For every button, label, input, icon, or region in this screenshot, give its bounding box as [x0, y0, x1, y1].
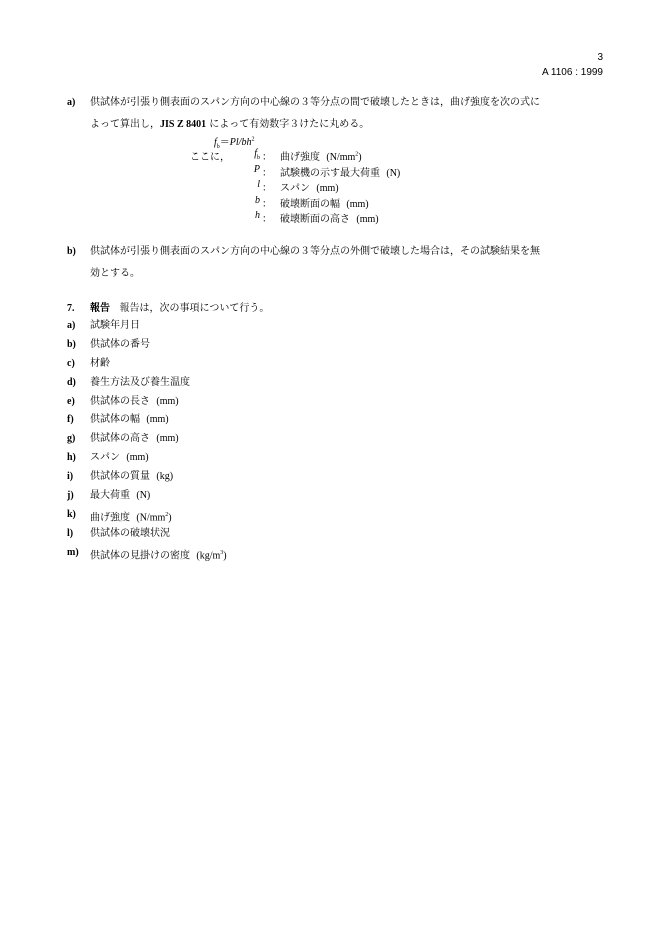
item-label: b) [67, 246, 76, 257]
page-number: 3 [597, 52, 603, 63]
clause-item-b [67, 241, 597, 285]
clause-item-a [67, 92, 597, 136]
item-a-line1: 供試体が引張り側表面のスパン方向の中心線の３等分点の間で破壊したときは，曲げ強度を次の式に [90, 97, 540, 108]
item-b-line2: 効とする。 [90, 268, 140, 279]
section-title: 報告 [90, 303, 110, 314]
item-label: a) [67, 97, 76, 108]
jis-reference-link[interactable]: JIS Z 8401 [160, 119, 207, 130]
item-b-line1: 供試体が引張り側表面のスパン方向の中心線の３等分点の外側で破壊した場合は，その試験結果を無 [90, 246, 540, 257]
flexural-strength-formula: $f_b=Pl/bh^2$ [214, 136, 255, 150]
section-number: 7. [67, 303, 75, 314]
standard-number: A 1106 : 1999 [542, 67, 603, 78]
document-page: 3 A 1106 : 1999 a) 供試体が引張り側表面のスパン方向の中心線の３等分点の間で破壊したときは，曲げ強度を次の式に よって算出し，JIS Z 8401 によって有効数字３けたに丸める。 $f_b=Pl/bh^2$ ここに， $f_b$ ： 曲げ強度 $(N/mm^2)$ P ： 試験機の示す最大荷重 (N) l ： スパン (mm) b ： 破壊断面の幅 (mm) h ： 破壊断面の高さ (mm) b) 供試体が引張り側表面のスパン方向の中心線の３等分点の外側で破壊した場合は，その試験結果を無 効とする。 7. 報告 報告は，次の事項について行う。 a) 試験年月日 b) 供試体の番号 c) 材齢 d) 養生方法及び養生温度 e) 供試体の長さ (mm) f) 供試体の幅 (mm) g) 供試体の高さ (mm) h) スパン (mm) i) 供試体の質量 (kg) j) 最大荷重 (N) k) 曲げ強度 $(N/mm^2)$ l) 供試体の破壊状況 m) 供試体の見掛けの密度 $(kg/m^3)$ [67, 52, 603, 562]
item-a-line2: よって算出し，JIS Z 8401 によって有効数字３けたに丸める。 [90, 119, 370, 130]
where-label: ここに， [190, 152, 230, 163]
section-intro: 報告は，次の事項について行う。 [119, 303, 270, 314]
